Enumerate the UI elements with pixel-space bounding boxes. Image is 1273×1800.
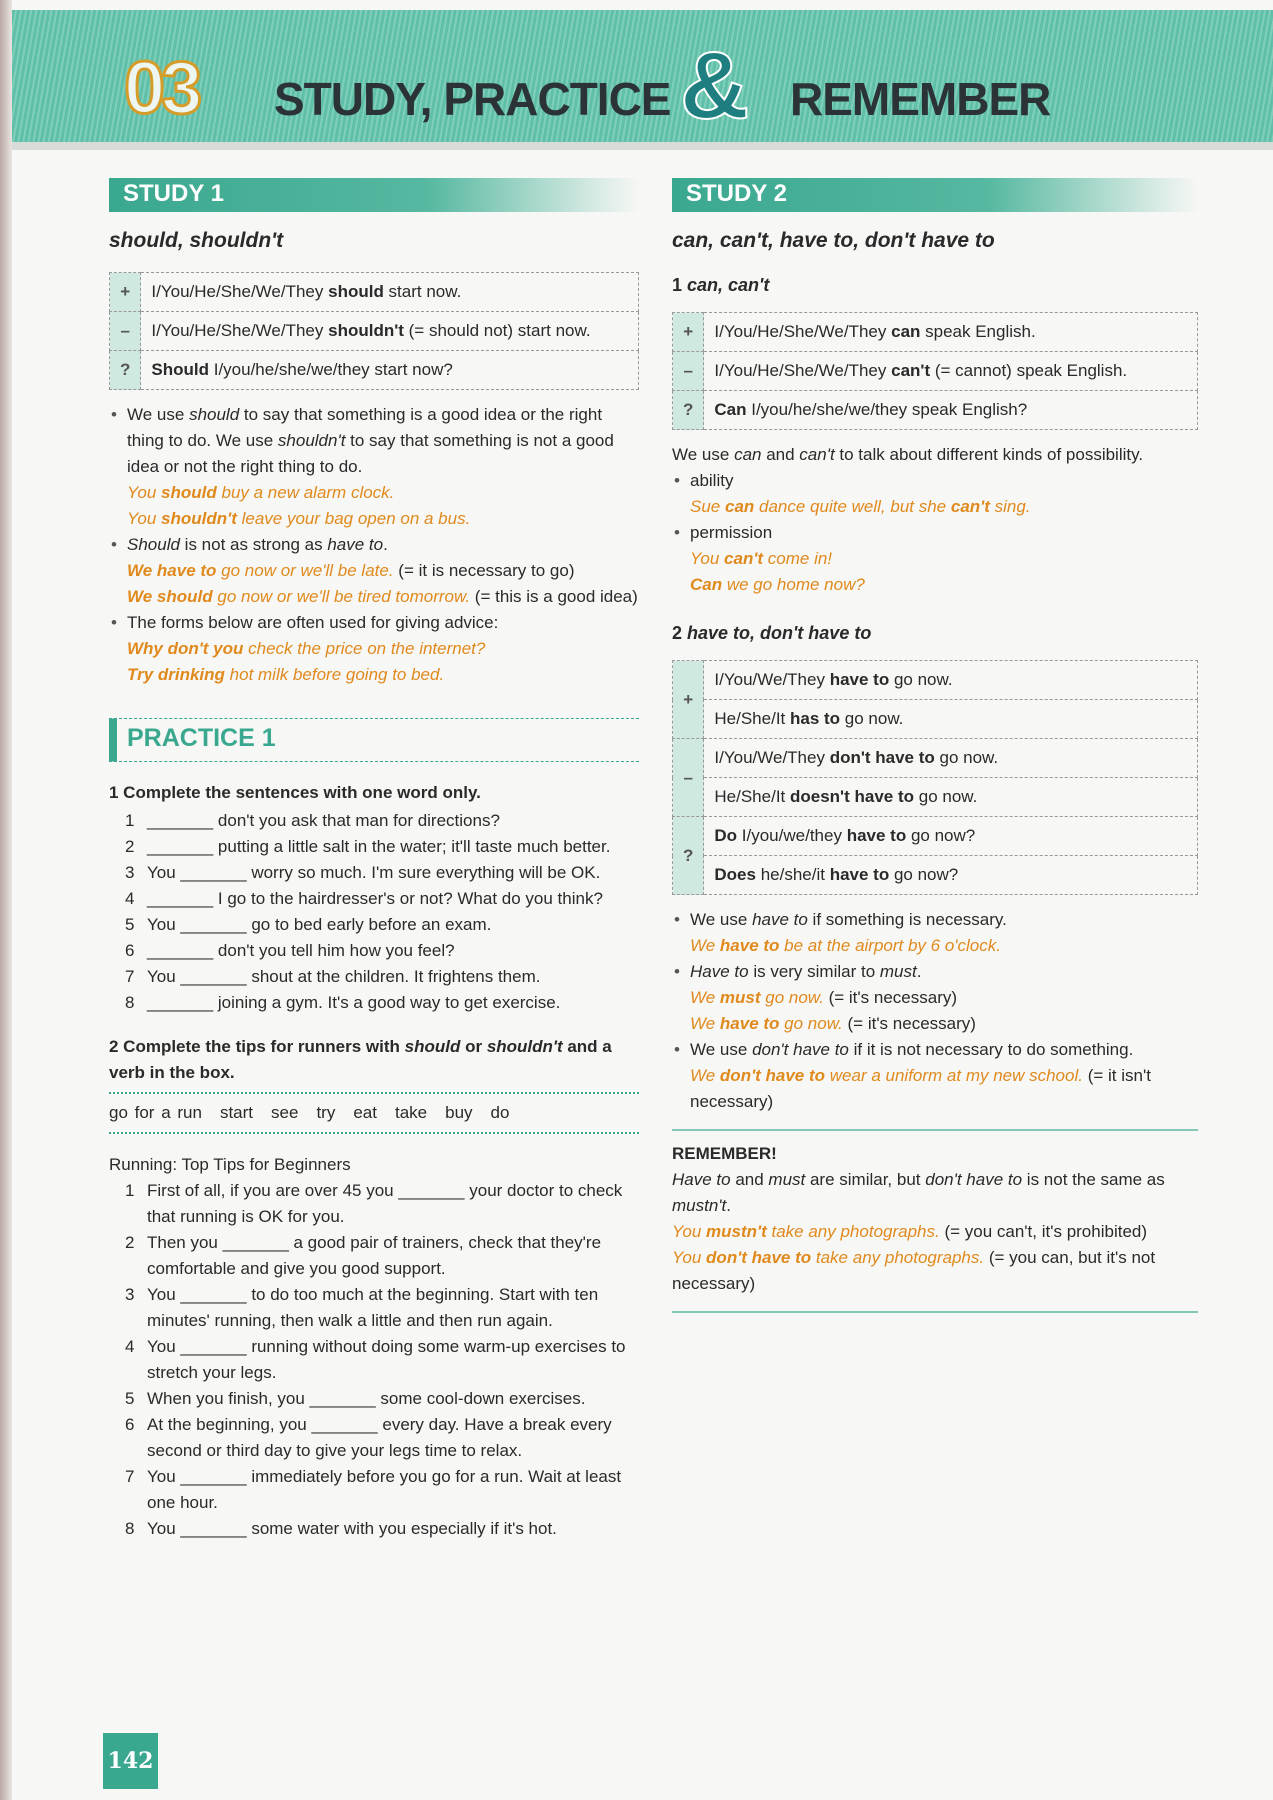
- bullet-line: [127, 558, 639, 584]
- bullet-line: [690, 933, 1198, 959]
- exercise-item: [109, 1334, 639, 1386]
- text-run: (= it is necessary to go): [393, 561, 575, 580]
- text-run: (= this is a good idea): [470, 587, 638, 606]
- bullet-line: [127, 636, 639, 662]
- page-number: 142: [103, 1733, 158, 1789]
- text-run: have to: [829, 670, 890, 689]
- word-option: eat: [353, 1103, 377, 1122]
- item-number: 7: [125, 1467, 135, 1486]
- text-run: can: [734, 445, 762, 464]
- text-run: must: [768, 1170, 806, 1189]
- text-run: have to, don't have to: [687, 623, 872, 643]
- text-run: should: [328, 282, 384, 301]
- remember-line: [672, 1167, 1198, 1219]
- bullet-item: [109, 402, 639, 532]
- item-number: 2: [125, 837, 135, 856]
- word-option: buy: [445, 1103, 473, 1122]
- item-number: 8: [125, 993, 135, 1012]
- section1-heading: [672, 272, 1198, 298]
- symbol-cell: +: [110, 273, 141, 312]
- can-intro: [672, 442, 1198, 468]
- text-run: go now.: [779, 1014, 843, 1033]
- text-run: (= it's necessary): [823, 988, 958, 1007]
- text-run: You: [690, 549, 725, 568]
- text-run: We use: [690, 1040, 753, 1059]
- exercise-item: [109, 964, 639, 990]
- text-run: Why don't you: [127, 639, 244, 658]
- word-box: [109, 1092, 639, 1134]
- text-run: I/You/We/They: [714, 748, 830, 767]
- item-text: You _______ to do too much at the beginning. Start with ten minutes' running, then walk a little and then run again.: [147, 1285, 599, 1330]
- item-text: _______ I go to the hairdresser's or not? What do you think?: [147, 889, 603, 908]
- item-number: 5: [125, 1389, 135, 1408]
- text-run: can, can't: [687, 275, 770, 295]
- word-option: do: [490, 1103, 510, 1122]
- text-run: Should: [127, 535, 180, 554]
- text-run: go now.: [889, 670, 953, 689]
- item-text: _______ don't you ask that man for directions?: [147, 811, 500, 830]
- divider: [672, 1311, 1198, 1313]
- table-row: [673, 739, 1198, 778]
- text-run: 2: [672, 623, 688, 643]
- text-run: is very similar to: [748, 962, 880, 981]
- text-run: You: [672, 1222, 707, 1241]
- exercise2-items: [109, 1178, 639, 1542]
- word-option: go for a run: [109, 1103, 202, 1122]
- text-run: can't: [799, 445, 835, 464]
- text-run: I/You/He/She/We/They: [714, 361, 892, 380]
- ampersand-logo: &: [680, 32, 750, 139]
- text-run: can't: [724, 549, 764, 568]
- item-number: 2: [125, 1233, 135, 1252]
- text-run: Does: [714, 865, 756, 884]
- text-run: come in!: [763, 549, 833, 568]
- text-run: go now?: [906, 826, 976, 845]
- symbol-cell: +: [673, 661, 704, 739]
- text-run: we go home now?: [722, 575, 865, 594]
- text-run: We should: [127, 587, 213, 606]
- text-run: go now.: [840, 709, 904, 728]
- text-run: can: [891, 322, 921, 341]
- text-run: Should: [151, 360, 209, 379]
- sentence-cell: [704, 700, 1198, 739]
- text-run: ability: [690, 471, 734, 490]
- text-run: Have to: [690, 962, 749, 981]
- bullet-line: [690, 1037, 1198, 1063]
- bullet-line: [127, 662, 639, 688]
- text-run: We use: [690, 910, 753, 929]
- text-run: 1: [672, 275, 688, 295]
- bullet-line: [690, 520, 1198, 546]
- exercise-item: [109, 938, 639, 964]
- bullet-line: [690, 959, 1198, 985]
- item-text: Then you _______ a good pair of trainers, check that they're comfortable and give you good support.: [147, 1233, 602, 1278]
- bullet-line: [690, 494, 1198, 520]
- text-run: He/She/It: [714, 709, 790, 728]
- study1-heading: STUDY 1: [109, 178, 639, 212]
- text-run: don't have to: [925, 1170, 1023, 1189]
- text-run: should: [161, 483, 217, 502]
- item-number: 1: [125, 1181, 135, 1200]
- text-run: go now or we'll be tired tomorrow.: [212, 587, 471, 606]
- symbol-cell: ?: [110, 351, 141, 390]
- unit-number: 03: [124, 46, 199, 129]
- can-notes: [672, 468, 1198, 598]
- text-run: hot milk before going to bed.: [224, 665, 445, 684]
- bullet-line: [690, 985, 1198, 1011]
- text-run: Sue: [690, 497, 725, 516]
- text-run: are similar, but: [805, 1170, 926, 1189]
- text-run: I/you/he/she/we/they speak English?: [746, 400, 1028, 419]
- symbol-cell: ?: [673, 817, 704, 895]
- unit-header: [12, 10, 1273, 150]
- text-run: have to: [752, 910, 808, 929]
- bullet-line: [690, 572, 1198, 598]
- text-run: wear a uniform at my new school.: [825, 1066, 1083, 1085]
- exercise-item: [109, 886, 639, 912]
- study2-heading: STUDY 2: [672, 178, 1198, 212]
- sentence-cell: [704, 391, 1198, 430]
- text-run: can: [724, 497, 755, 516]
- bullet-line: [690, 468, 1198, 494]
- text-run: We: [690, 1066, 720, 1085]
- text-run: have to: [829, 865, 890, 884]
- symbol-cell: –: [673, 352, 704, 391]
- text-run: have to: [719, 936, 780, 955]
- text-run: to talk about different kinds of possibility.: [834, 445, 1144, 464]
- item-number: 3: [125, 863, 135, 882]
- bullet-line: [127, 584, 639, 610]
- text-run: permission: [690, 523, 773, 542]
- item-number: 8: [125, 1519, 135, 1538]
- text-run: to say that something is a good idea or the right thing to do. We use: [127, 405, 603, 450]
- text-run: have to: [719, 1014, 780, 1033]
- word-option: see: [271, 1103, 299, 1122]
- item-number: 6: [125, 941, 135, 960]
- exercise-item: [109, 1230, 639, 1282]
- text-run: and: [730, 1170, 769, 1189]
- item-number: 3: [125, 1285, 135, 1304]
- table-row: [110, 312, 639, 351]
- text-run: go now.: [934, 748, 999, 767]
- header-title: STUDY, PRACTICE: [274, 73, 671, 125]
- bullet-item: [109, 610, 639, 688]
- text-run: can't: [950, 497, 990, 516]
- item-text: You _______ worry so much. I'm sure everything will be OK.: [147, 863, 601, 882]
- exercise-item: [109, 1386, 639, 1412]
- text-run: Try drinking: [127, 665, 225, 684]
- bullet-line: [690, 1063, 1198, 1115]
- exercise-item: [109, 834, 639, 860]
- text-run: should: [189, 405, 240, 424]
- table-row: [110, 351, 639, 390]
- text-run: be at the airport by 6 o'clock.: [779, 936, 1001, 955]
- exercise1-items: [109, 808, 639, 1016]
- text-run: don't have to: [706, 1248, 812, 1267]
- text-run: You: [672, 1248, 707, 1267]
- text-run: shouldn't: [161, 509, 237, 528]
- symbol-cell: –: [673, 739, 704, 817]
- table-row: [673, 313, 1198, 352]
- item-text: You _______ shout at the children. It frightens them.: [147, 967, 541, 986]
- text-run: is not the same as: [1022, 1170, 1165, 1189]
- table-row: [673, 700, 1198, 739]
- word-option: start: [219, 1103, 254, 1122]
- text-run: (= you can't, it's prohibited): [939, 1222, 1148, 1241]
- item-text: You _______ some water with you especially if it's hot.: [147, 1519, 557, 1538]
- bullet-item: [672, 1037, 1198, 1115]
- table-row: [673, 661, 1198, 700]
- text-run: go now.: [760, 988, 824, 1007]
- text-run: go now?: [889, 865, 959, 884]
- text-run: .: [383, 535, 388, 554]
- sentence-cell: [704, 856, 1198, 895]
- symbol-cell: –: [110, 312, 141, 351]
- item-number: 7: [125, 967, 135, 986]
- study1-notes: [109, 402, 639, 688]
- item-text: You _______ immediately before you go for a run. Wait at least one hour.: [147, 1467, 622, 1512]
- item-number: 5: [125, 915, 135, 934]
- sentence-cell: [704, 739, 1198, 778]
- text-run: You: [127, 509, 162, 528]
- text-run: doesn't have to: [790, 787, 915, 806]
- text-run: I/You/He/She/We/They: [151, 282, 329, 301]
- text-run: go now or we'll be late.: [216, 561, 394, 580]
- practice1-heading: PRACTICE 1: [109, 718, 639, 762]
- item-text: _______ don't you tell him how you feel?: [147, 941, 455, 960]
- text-run: is not as strong as: [179, 535, 328, 554]
- item-number: 4: [125, 1337, 135, 1356]
- table-row: [673, 817, 1198, 856]
- text-run: (= it isn't necessary): [690, 1066, 1151, 1111]
- remember-line: [672, 1219, 1198, 1245]
- text-run: has to: [790, 709, 841, 728]
- text-run: must: [879, 962, 917, 981]
- remember-heading: REMEMBER!: [672, 1144, 777, 1163]
- text-run: don't have to: [829, 748, 935, 767]
- item-text: First of all, if you are over 45 you _______ your doctor to check that running is OK for you.: [147, 1181, 623, 1226]
- text-run: I/You/He/She/We/They: [151, 321, 329, 340]
- text-run: have to: [846, 826, 907, 845]
- text-run: 2 Complete the tips for runners with: [109, 1037, 405, 1056]
- text-run: dance quite well, but she: [754, 497, 951, 516]
- item-number: 6: [125, 1415, 135, 1434]
- study2-subtitle: can, can't, have to, don't have to: [672, 229, 995, 252]
- exercise-item: [109, 1464, 639, 1516]
- exercise-item: [109, 860, 639, 886]
- text-run: mustn't: [672, 1196, 727, 1215]
- text-run: shouldn't: [486, 1037, 563, 1056]
- sentence-cell: [141, 273, 639, 312]
- text-run: he/she/it: [755, 865, 830, 884]
- text-run: to say that something is not a good idea or not the right thing to do.: [127, 431, 614, 476]
- item-text: You _______ running without doing some warm-up exercises to stretch your legs.: [147, 1337, 626, 1382]
- text-run: check the price on the internet?: [243, 639, 486, 658]
- bullet-line: [690, 546, 1198, 572]
- text-run: We: [690, 936, 720, 955]
- sentence-cell: [141, 312, 639, 351]
- bullet-line: [127, 610, 639, 636]
- bullet-line: [127, 480, 639, 506]
- exercise-item: [109, 1516, 639, 1542]
- text-run: and a verb in the box.: [109, 1037, 612, 1082]
- bullet-line: [127, 506, 639, 532]
- text-run: have to: [327, 535, 384, 554]
- study1-subtitle: should, shouldn't: [109, 229, 284, 252]
- remember-line: [672, 1245, 1198, 1297]
- right-column: [672, 178, 1198, 1323]
- text-run: We: [690, 1014, 720, 1033]
- remember-box: [672, 1167, 1198, 1297]
- sentence-cell: [704, 313, 1198, 352]
- text-run: I/you/we/they: [737, 826, 847, 845]
- have-to-table: [672, 660, 1198, 895]
- text-run: if something is necessary.: [807, 910, 1007, 929]
- text-run: go now.: [914, 787, 978, 806]
- text-run: I/you/he/she/we/they start now?: [209, 360, 453, 379]
- page-spine: [0, 0, 12, 1800]
- text-run: speak English.: [920, 322, 1036, 341]
- exercise-item: [109, 1178, 639, 1230]
- text-run: (= it's necessary): [842, 1014, 976, 1033]
- sentence-cell: [141, 351, 639, 390]
- text-run: We: [690, 988, 720, 1007]
- exercise-item: [109, 1412, 639, 1464]
- text-run: I/You/He/She/We/They: [714, 322, 892, 341]
- sentence-cell: [704, 352, 1198, 391]
- text-run: We use: [672, 445, 735, 464]
- text-run: buy a new alarm clock.: [216, 483, 395, 502]
- text-run: should: [404, 1037, 461, 1056]
- table-row: [673, 391, 1198, 430]
- text-run: (= should not) start now.: [403, 321, 591, 340]
- divider: [672, 1129, 1198, 1131]
- section2-heading: [672, 620, 1198, 646]
- text-run: .: [916, 962, 922, 981]
- can-table: [672, 312, 1198, 430]
- bullet-line: [127, 532, 639, 558]
- sentence-cell: [704, 817, 1198, 856]
- item-text: When you finish, you _______ some cool-down exercises.: [147, 1389, 586, 1408]
- sentence-cell: [704, 661, 1198, 700]
- text-run: (= you can, but it's not necessary): [672, 1248, 1156, 1293]
- text-run: mustn't: [706, 1222, 767, 1241]
- symbol-cell: ?: [673, 391, 704, 430]
- bullet-line: [127, 402, 639, 480]
- have-to-notes: [672, 907, 1198, 1115]
- text-run: shouldn't: [277, 431, 346, 450]
- word-option: try: [316, 1103, 336, 1122]
- item-number: 4: [125, 889, 135, 908]
- text-run: shouldn't: [328, 321, 404, 340]
- text-run: if it is not necessary to do something.: [848, 1040, 1134, 1059]
- text-run: (= cannot) speak English.: [930, 361, 1128, 380]
- study1-table: [109, 272, 639, 390]
- table-row: [673, 778, 1198, 817]
- text-run: take any photographs.: [766, 1222, 940, 1241]
- exercise-item: [109, 808, 639, 834]
- item-text: _______ putting a little salt in the water; it'll taste much better.: [147, 837, 611, 856]
- bullet-item: [672, 468, 1198, 520]
- text-run: don't have to: [752, 1040, 849, 1059]
- bullet-item: [672, 907, 1198, 959]
- tips-subheading: Running: Top Tips for Beginners: [109, 1155, 351, 1174]
- table-row: [110, 273, 639, 312]
- text-run: We use: [127, 405, 190, 424]
- symbol-cell: +: [673, 313, 704, 352]
- item-number: 1: [125, 811, 135, 830]
- text-run: The forms below are often used for giving advice:: [127, 613, 499, 632]
- header-title-2: REMEMBER: [790, 73, 1051, 125]
- exercise-item: [109, 1282, 639, 1334]
- table-row: [673, 856, 1198, 895]
- text-run: Have to: [672, 1170, 731, 1189]
- sentence-cell: [704, 778, 1198, 817]
- text-run: You: [127, 483, 162, 502]
- exercise2-heading: [109, 1034, 639, 1086]
- word-option: take: [394, 1103, 428, 1122]
- bullet-item: [109, 532, 639, 610]
- exercise1-heading: 1 Complete the sentences with one word only.: [109, 783, 481, 802]
- bullet-line: [690, 1011, 1198, 1037]
- text-run: can't: [891, 361, 931, 380]
- text-run: take any photographs.: [811, 1248, 985, 1267]
- text-run: We have to: [127, 561, 217, 580]
- exercise-item: [109, 912, 639, 938]
- text-run: and: [761, 445, 800, 464]
- text-run: must: [719, 988, 761, 1007]
- text-run: .: [726, 1196, 731, 1215]
- text-run: He/She/It: [714, 787, 790, 806]
- text-run: Can: [714, 400, 747, 419]
- item-text: At the beginning, you _______ every day. Have a break every second or third day to give your legs time to relax.: [147, 1415, 612, 1460]
- item-text: _______ joining a gym. It's a good way to get exercise.: [147, 993, 561, 1012]
- text-run: Can: [690, 575, 723, 594]
- left-column: [109, 178, 639, 1542]
- text-run: I/You/We/They: [714, 670, 830, 689]
- bullet-item: [672, 520, 1198, 598]
- item-text: You _______ go to bed early before an exam.: [147, 915, 492, 934]
- bullet-line: [690, 907, 1198, 933]
- text-run: or: [460, 1037, 487, 1056]
- bullet-item: [672, 959, 1198, 1037]
- text-run: leave your bag open on a bus.: [236, 509, 471, 528]
- exercise-item: [109, 990, 639, 1016]
- text-run: start now.: [383, 282, 462, 301]
- table-row: [673, 352, 1198, 391]
- text-run: Do: [714, 826, 738, 845]
- text-run: don't have to: [719, 1066, 826, 1085]
- text-run: sing.: [989, 497, 1031, 516]
